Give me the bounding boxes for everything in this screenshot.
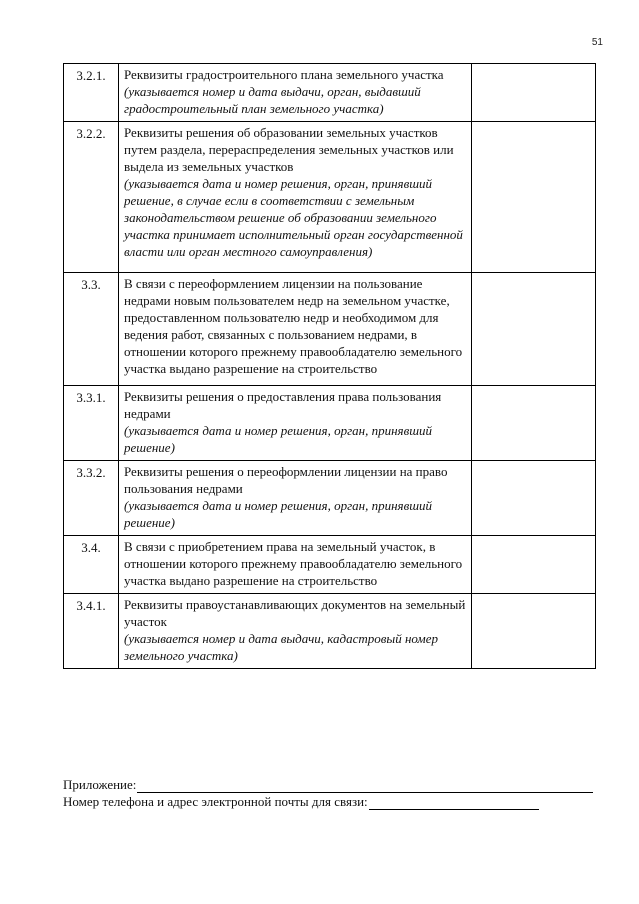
row-title: Реквизиты градостроительного плана земельного участка: [124, 67, 444, 82]
row-description: [119, 122, 472, 273]
row-number: 3.2.2.: [64, 122, 119, 273]
table-row: [64, 536, 596, 594]
table-row: [64, 386, 596, 461]
contact-field[interactable]: [369, 796, 539, 810]
row-hint: (указывается дата и номер решения, орган, принявший решение, в случае если в соответствии с земельным законодательством решение об образовании земельного участка принимает исполнительный орган государственной власти или орган местного самоуправления): [124, 176, 463, 259]
row-description: [119, 536, 472, 594]
table-row: [64, 122, 596, 273]
row-number: 3.4.: [64, 536, 119, 594]
row-value-field[interactable]: [472, 64, 596, 122]
row-title: Реквизиты решения об образовании земельных участков путем раздела, перераспределения земельных участков или выдела из земельных участков: [124, 125, 454, 174]
attachment-label: Приложение:: [63, 777, 137, 792]
row-description: [119, 386, 472, 461]
row-value-field[interactable]: [472, 386, 596, 461]
row-hint: (указывается дата и номер решения, орган, принявший решение): [124, 498, 433, 530]
row-hint: (указывается номер и дата выдачи, орган, выдавший градостроительный план земельного участка): [124, 84, 421, 116]
table-row: [64, 461, 596, 536]
row-value-field[interactable]: [472, 461, 596, 536]
row-description: [119, 461, 472, 536]
row-value-field[interactable]: [472, 273, 596, 386]
table-row: [64, 273, 596, 386]
row-number: 3.4.1.: [64, 594, 119, 669]
row-number: 3.2.1.: [64, 64, 119, 122]
row-hint: (указывается номер и дата выдачи, кадастровый номер земельного участка): [124, 631, 438, 663]
row-value-field[interactable]: [472, 122, 596, 273]
row-number: 3.3.1.: [64, 386, 119, 461]
row-number: 3.3.2.: [64, 461, 119, 536]
row-value-field[interactable]: [472, 594, 596, 669]
row-description: [119, 594, 472, 669]
row-description: [119, 273, 472, 386]
row-hint: (указывается дата и номер решения, орган, принявший решение): [124, 423, 433, 455]
table-row: [64, 64, 596, 122]
application-details-table: [63, 63, 596, 669]
row-title: В связи с приобретением права на земельный участок, в отношении которого прежнему правообладателю земельного участка выдано разрешение на строительство: [124, 539, 463, 588]
row-description: [119, 64, 472, 122]
page-number: 51: [591, 37, 603, 48]
attachment-field[interactable]: [137, 779, 593, 793]
row-title: Реквизиты решения о предоставления права пользования недрами: [124, 389, 442, 421]
row-title: В связи с переоформлением лицензии на пользование недрами новым пользователем недр на земельном участке, предоставленном пользователю недр и необходимом для ведения работ, связанных с пользованием недрами, в отношении которого прежнему правообладателю земельного участка выдано разрешение на строительство: [124, 276, 463, 376]
form-footer: [63, 776, 593, 810]
table-row: [64, 594, 596, 669]
contact-label: Номер телефона и адрес электронной почты для связи:: [63, 794, 368, 809]
row-title: Реквизиты правоустанавливающих документов на земельный участок: [124, 597, 466, 629]
row-title: Реквизиты решения о переоформлении лицензии на право пользования недрами: [124, 464, 448, 496]
row-number: 3.3.: [64, 273, 119, 386]
contact-line: [63, 793, 593, 810]
row-value-field[interactable]: [472, 536, 596, 594]
attachment-line: [63, 776, 593, 793]
